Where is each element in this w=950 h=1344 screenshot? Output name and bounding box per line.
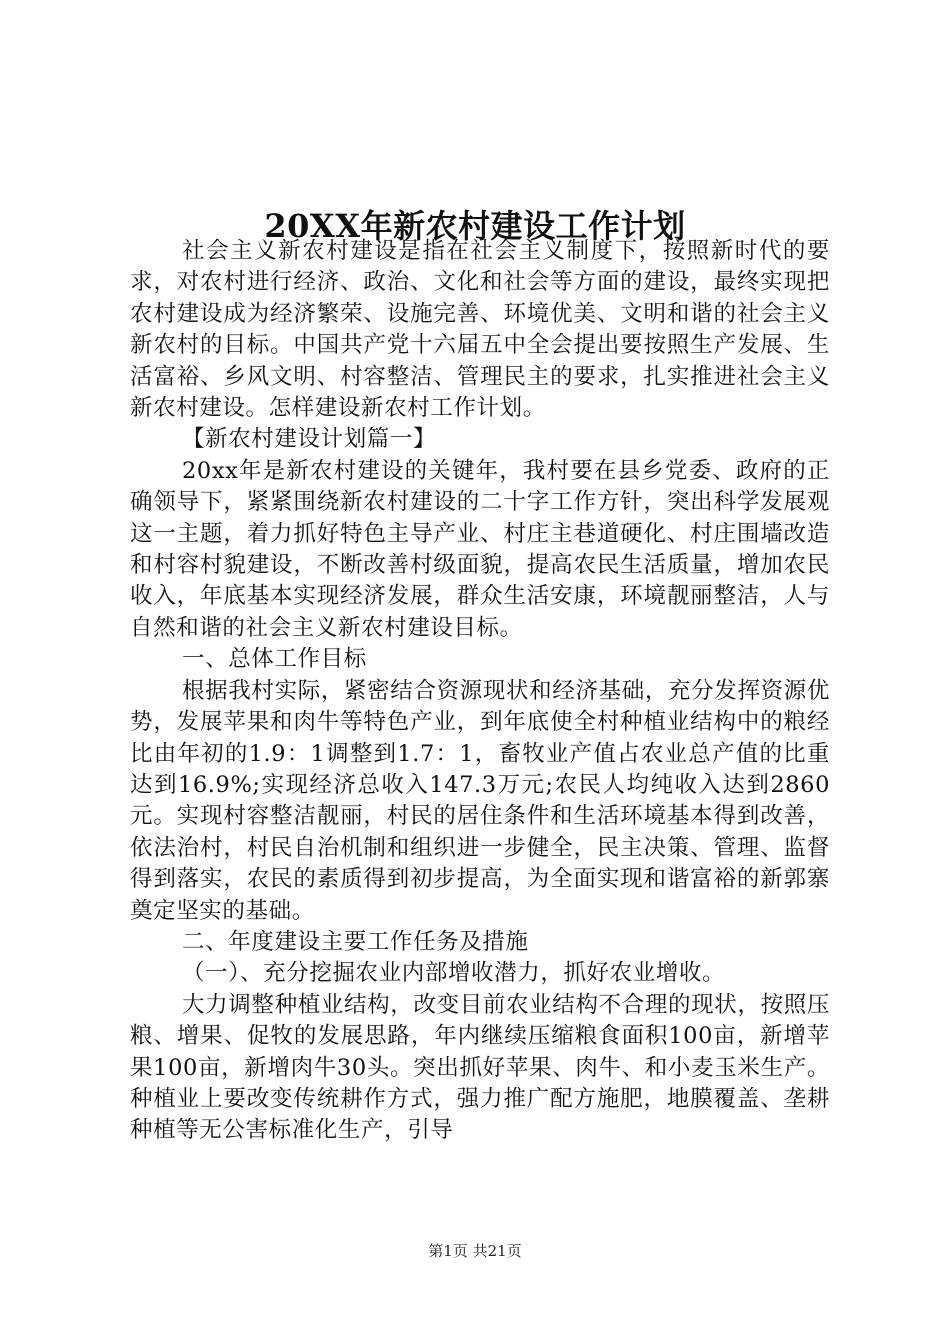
section-heading-plan-one: 【新农村建设计划篇一】 [182, 426, 437, 453]
subheading-agriculture-income: （一）、充分挖掘农业内部增收潜力，抓好农业增收。 [182, 960, 726, 987]
heading-overall-goals: 一、总体工作目标 [182, 646, 367, 673]
paragraph-planting-structure: 大力调整种植业结构，改变目前农业结构不合理的现状，按照压粮、增果、促牧的发展思路，年内继续压缩粮食面积100亩，新增苹果100亩，新增肉牛30头。突出抓好苹果、肉牛、和小麦玉米生产。种植业上要改变传统耕作方式，强力推广配方施肥，地膜覆盖、垄耕种植等无公害标准化生产，引导 [130, 991, 830, 1144]
heading-annual-tasks: 二、年度建设主要工作任务及措施 [182, 928, 529, 955]
document-title: 20XX年新农村建设工作计划 [264, 207, 686, 246]
document-body [130, 236, 830, 1147]
paragraph-overall-goals: 根据我村实际，紧密结合资源现状和经济基础，充分发挥资源优势，发展苹果和肉牛等特色产业，到年底使全村种植业结构中的粮经比由年初的1.9：1调整到1.7：1，畜牧业产值占农业总产值的比重达到16.9%;实现经济总收入147.3万元;农民人均纯收入达到2860元。实现村容整洁靓丽，村民的居住条件和生活环境基本得到改善，依法治村，村民自治机制和组织进一步健全，民主决策、管理、监督得到落实，农民的素质得到初步提高，为全面实现和谐富裕的新郭寨奠定坚实的基础。 [130, 677, 830, 924]
paragraph-plan-overview: 20xx年是新农村建设的关键年，我村要在县乡党委、政府的正确领导下，紧紧围绕新农村建设的二十字工作方针，突出科学发展观这一主题，着力抓好特色主导产业、村庄主巷道硬化、村庄围墙改造和村容村貌建设，不断改善村级面貌，提高农民生活质量，增加农民收入，年底基本实现经济发展，群众生活安康，环境靓丽整洁，人与自然和谐的社会主义新农村建设目标。 [130, 457, 830, 641]
page-footer: 第1页 共21页 [428, 1242, 522, 1260]
paragraph-intro: 社会主义新农村建设是指在社会主义制度下，按照新时代的要求，对农村进行经济、政治、文化和社会等方面的建设，最终实现把农村建设成为经济繁荣、设施完善、环境优美、文明和谐的社会主义新农村的目标。中国共产党十六届五中全会提出要按照生产发展、生活富裕、乡风文明、村容整洁、管理民主的要求，扎实推进社会主义新农村建设。怎样建设新农村工作计划。 [130, 238, 830, 422]
